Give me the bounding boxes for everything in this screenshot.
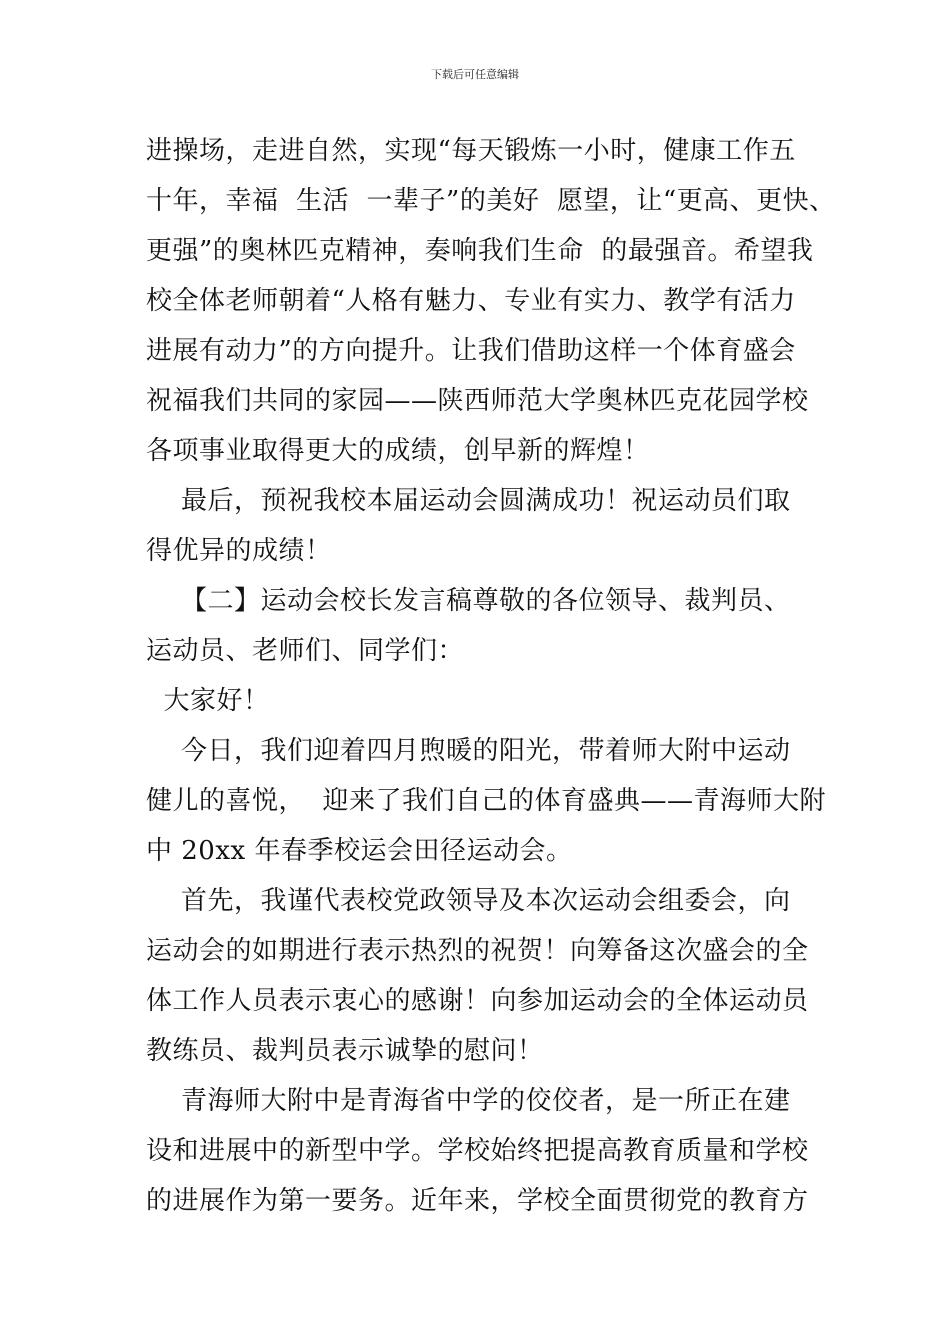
text-line: 进操场，走进自然，实现“每天锻炼一小时，健康工作五 — [146, 136, 796, 166]
text-line: 各项事业取得更大的成绩，创早新的辉煌！ — [146, 436, 650, 466]
text-line: 健儿的喜悦， 迎来了我们自己的体育盛典——青海师大附 — [146, 786, 827, 816]
greeting-line: 大家好！ — [146, 686, 270, 716]
text-line: 设和进展中的新型中学。学校始终把提高教育质量和学校 — [146, 1136, 809, 1166]
text-line: 祝福我们共同的家园——陕西师范大学奥林匹克花园学校 — [146, 386, 809, 416]
section-heading-line: 【二】运动会校长发言稿尊敬的各位领导、裁判员、 — [146, 586, 791, 616]
text-line: 中 20xx 年春季校运会田径运动会。 — [146, 836, 573, 866]
text-line: 最后，预祝我校本届运动会圆满成功！祝运动员们取 — [146, 486, 791, 516]
text-line: 的进展作为第一要务。近年来，学校全面贯彻党的教育方 — [146, 1186, 809, 1216]
text-line: 更强”的奥林匹克精神，奏响我们生命 的最强音。希望我 — [146, 236, 814, 266]
text-line: 体工作人员表示衷心的感谢！向参加运动会的全体运动员 — [146, 986, 809, 1016]
text-line: 青海师大附中是青海省中学的佼佼者，是一所正在建 — [146, 1086, 791, 1116]
text-line: 得优异的成绩！ — [146, 536, 332, 566]
text-line: 首先，我谨代表校党政领导及本次运动会组委会，向 — [146, 886, 791, 916]
page-header: 下载后可任意编辑 — [431, 68, 519, 81]
text-line: 运动员、老师们、同学们： — [146, 636, 465, 666]
text-line: 校全体老师朝着“人格有魅力、专业有实力、教学有活力 — [146, 286, 796, 316]
text-line: 运动会的如期进行表示热烈的祝贺！向筹备这次盛会的全 — [146, 936, 809, 966]
text-line: 进展有动力”的方向提升。让我们借助这样一个体育盛会 — [146, 336, 796, 366]
text-line: 今日，我们迎着四月煦暖的阳光，带着师大附中运动 — [146, 736, 791, 766]
text-line: 十年，幸福 生活 一辈子”的美好 愿望，让“更高、更快、 — [146, 186, 836, 216]
text-line: 教练员、裁判员表示诚挚的慰问！ — [146, 1036, 544, 1066]
